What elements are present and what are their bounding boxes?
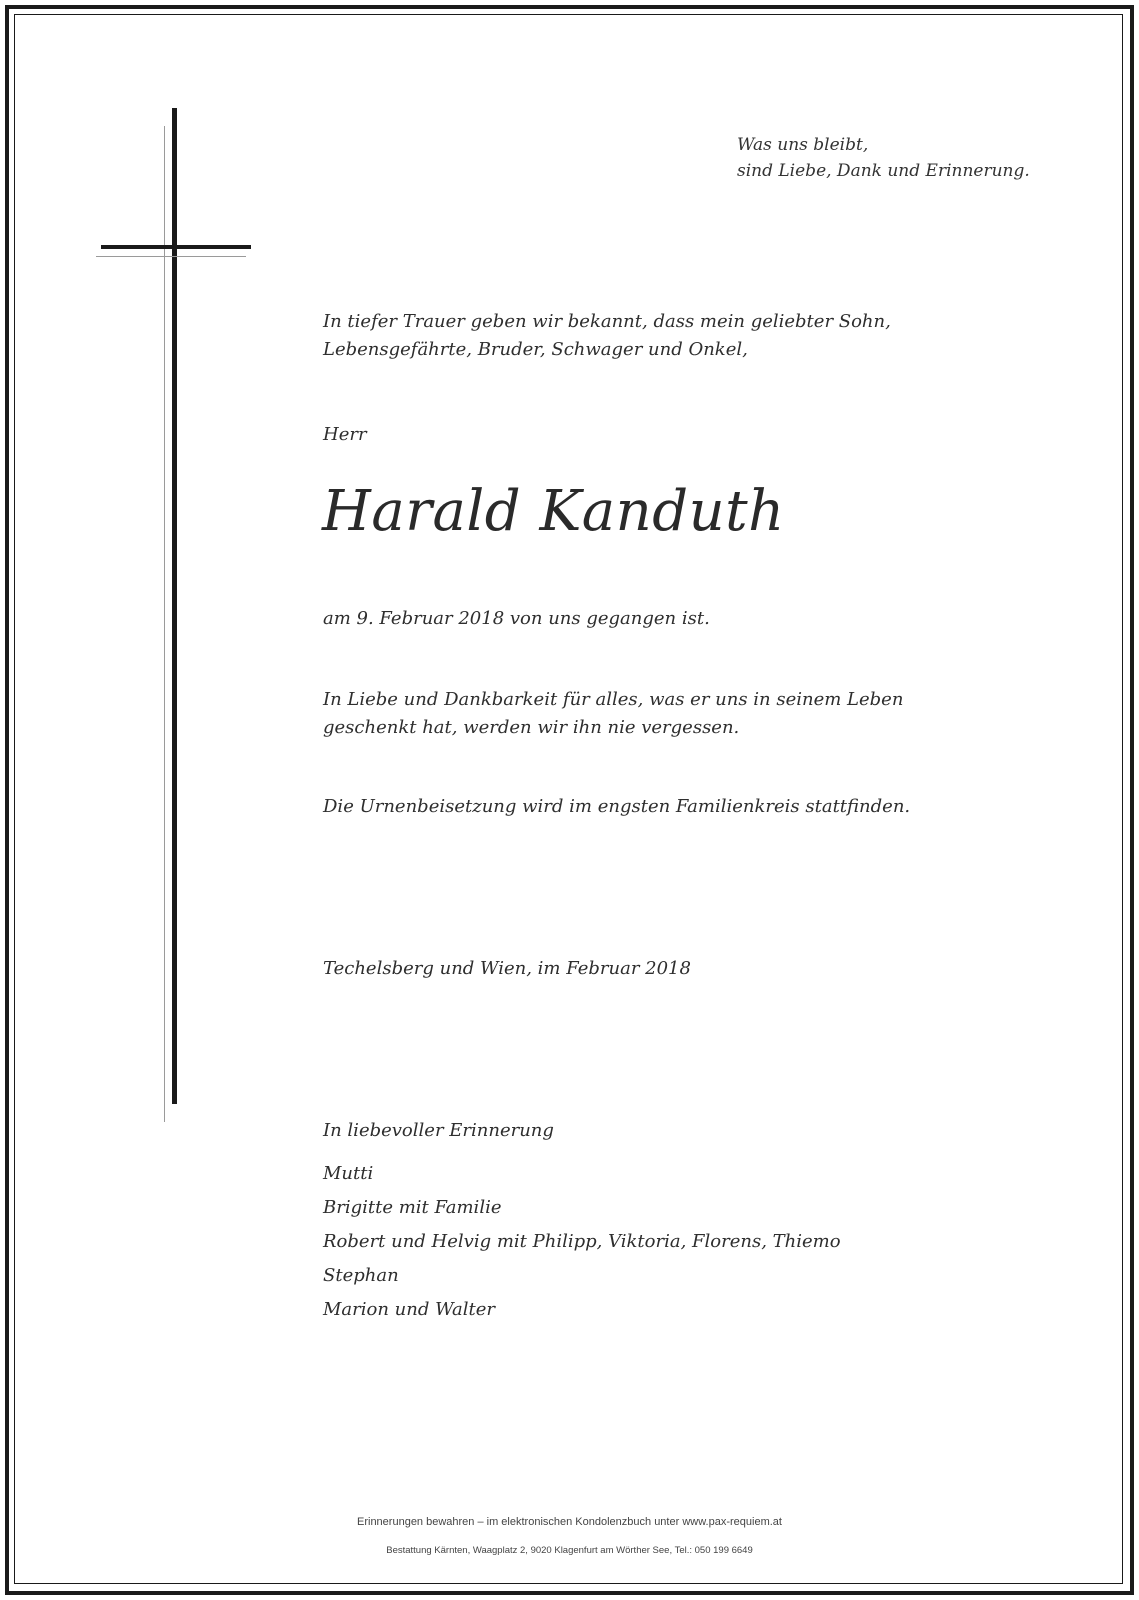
tribute-line-1: In Liebe und Dankbarkeit für alles, was er uns in seinem Leben — [323, 689, 904, 710]
footer-condolence-link: Erinnerungen bewahren – im elektronischen Kondolenzbuch unter www.pax-requiem.at — [357, 1516, 782, 1528]
mourner-item: Robert und Helvig mit Philipp, Viktoria, Florens, Thiemo — [323, 1231, 841, 1252]
announcement-line-1: In tiefer Trauer geben wir bekannt, dass mein geliebter Sohn, — [323, 311, 891, 332]
mourner-item: Marion und Walter — [323, 1299, 496, 1320]
motto-line-1: Was uns bleibt, — [737, 135, 869, 155]
announcement-line-2: Lebensgefährte, Bruder, Schwager und Onkel, — [323, 339, 748, 360]
tribute-text — [323, 686, 903, 742]
cross-vertical-shadow — [164, 126, 165, 1122]
tribute-line-2: geschenkt hat, werden wir ihn nie vergessen. — [323, 717, 740, 738]
burial-notice: Die Urnenbeisetzung wird im engsten Familienkreis stattfinden. — [323, 796, 911, 817]
announcement-text — [323, 308, 891, 364]
motto-line-2: sind Liebe, Dank und Erinnerung. — [737, 161, 1030, 181]
place-and-date: Techelsberg und Wien, im Februar 2018 — [323, 958, 691, 979]
cross-horizontal-shadow — [96, 256, 246, 257]
cross-horizontal-bar — [101, 245, 251, 249]
cross-vertical-bar — [172, 108, 177, 1104]
deceased-name: Harald Kanduth — [322, 479, 785, 544]
mourners-heading: In liebevoller Erinnerung — [323, 1120, 554, 1141]
mourners-list — [323, 1157, 841, 1327]
mourner-item: Brigitte mit Familie — [323, 1197, 502, 1218]
motto-quote — [737, 132, 1030, 184]
deceased-title: Herr — [323, 424, 367, 445]
mourner-item: Mutti — [323, 1163, 374, 1184]
footer-funeral-home-address: Bestattung Kärnten, Waagplatz 2, 9020 Klagenfurt am Wörther See, Tel.: 050 199 6649 — [386, 1545, 753, 1556]
mourner-item: Stephan — [323, 1265, 399, 1286]
passing-date-text: am 9. Februar 2018 von uns gegangen ist. — [323, 608, 710, 629]
